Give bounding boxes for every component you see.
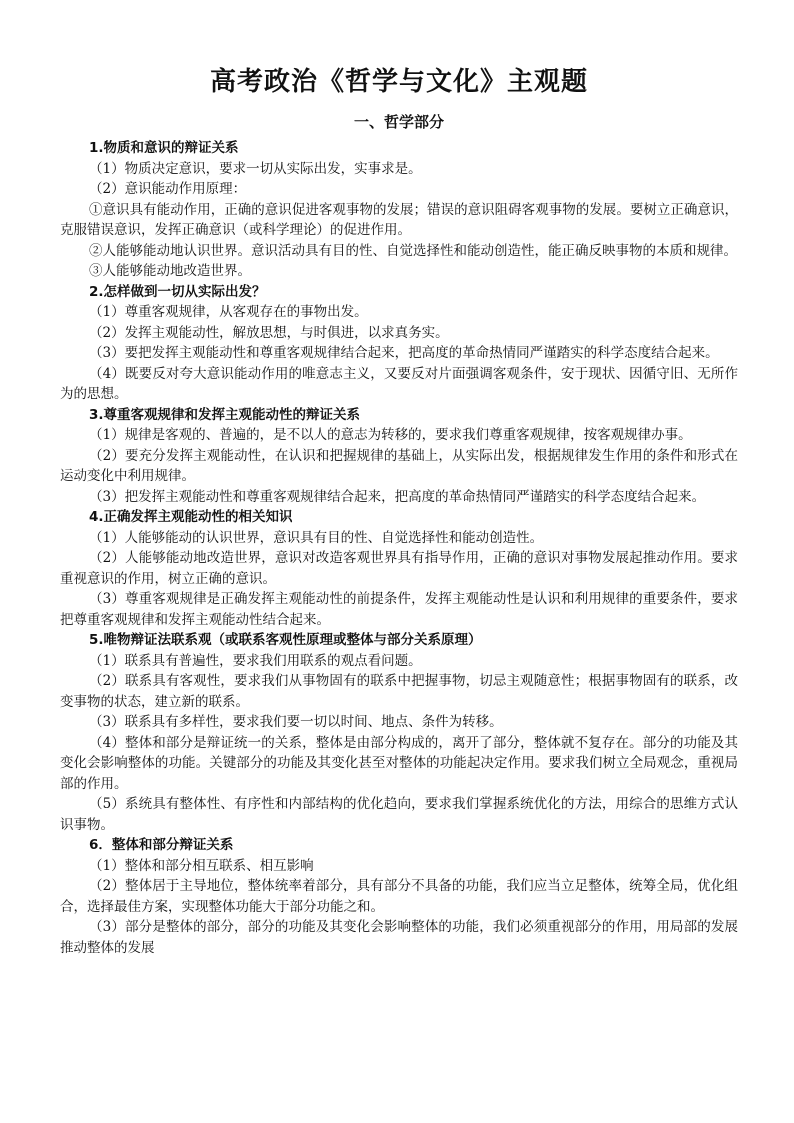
body-paragraph: （3）尊重客观规律是正确发挥主观能动性的前提条件，发挥主观能动性是认识和利用规律的重要条件，要求把尊重客观规律和发挥主观能动性结合起来。 xyxy=(60,591,738,628)
body-paragraph: ③人能够能动地改造世界。 xyxy=(89,263,251,279)
body-paragraph: （1）联系具有普遍性，要求我们用联系的观点看问题。 xyxy=(89,652,422,669)
document-title: 高考政治《哲学与文化》主观题 xyxy=(209,67,588,97)
body-paragraph: ②人能够能动地认识世界。意识活动具有目的性、自觉选择性和能动创造性，能正确反映事物的本质和规律。 xyxy=(89,242,737,259)
body-paragraph: （2）发挥主观能动性，解放思想，与时俱进，以求真务实。 xyxy=(89,324,449,341)
section-heading: 2.怎样做到一切从实际出发？ xyxy=(89,283,266,300)
section-title: 一、哲学部分 xyxy=(353,113,444,131)
body-paragraph: （1）人能够能动的认识世界，意识具有目的性、自觉选择性和能动创造性。 xyxy=(89,529,544,546)
body-paragraph: （2）要充分发挥主观能动性，在认识和把握规律的基础上，从实际出发，根据规律发生作用的条件和形式在运动变化中利用规律。 xyxy=(60,447,738,484)
section-heading: 1.物质和意识的辩证关系 xyxy=(89,140,239,156)
body-paragraph: （2）意识能动作用原理： xyxy=(89,181,247,197)
body-paragraph: ①意识具有能动作用，正确的意识促进客观事物的发展；错误的意识阻碍客观事物的发展。要树立正确意识，克服错误意识，发挥正确意识（或科学理论）的促进作用。 xyxy=(60,201,738,238)
body-paragraph: （2）人能够能动地改造世界，意识对改造客观世界具有指导作用，正确的意识对事物发展起推动作用。要求重视意识的作用，树立正确的意识。 xyxy=(60,550,738,587)
body-paragraph: （4）整体和部分是辩证统一的关系，整体是由部分构成的，离开了部分，整体就不复存在。部分的功能及其变化会影响整体的功能。关键部分的功能及其变化甚至对整体的功能起决定作用。要求我们树立全局观念，重视局部的作用。 xyxy=(60,734,738,792)
body-paragraph: （3）要把发挥主观能动性和尊重客观规律结合起来，把高度的革命热情同严谨踏实的科学态度结合起来。 xyxy=(89,345,719,361)
body-paragraph: （5）系统具有整体性、有序性和内部结构的优化趋向，要求我们掌握系统优化的方法，用综合的思维方式认识事物。 xyxy=(60,796,738,833)
section-heading: 5.唯物辩证法联系观（或联系客观性原理或整体与部分关系原理） xyxy=(89,632,482,648)
body-paragraph: （2）联系具有客观性，要求我们从事物固有的联系中把握事物，切忌主观随意性；根据事物固有的联系，改变事物的状态，建立新的联系。 xyxy=(60,673,738,710)
body-paragraph: （1）尊重客观规律，从客观存在的事物出发。 xyxy=(89,304,368,320)
body-paragraph: （1）规律是客观的、普遍的，是不以人的意志为转移的，要求我们尊重客观规律，按客观规律办事。 xyxy=(89,427,692,443)
section-heading: 4.正确发挥主观能动性的相关知识 xyxy=(89,509,293,525)
body-paragraph: （3）部分是整体的部分，部分的功能及其变化会影响整体的功能，我们必须重视部分的作用，用局部的发展推动整体的发展 xyxy=(60,919,738,956)
body-paragraph: （4）既要反对夸大意识能动作用的唯意志主义，又要反对片面强调客观条件，安于现状、因循守旧、无所作为的思想。 xyxy=(60,365,738,402)
body-paragraph: （1）整体和部分相互联系、相互影响 xyxy=(89,857,314,874)
body-paragraph: （3）联系具有多样性，要求我们要一切以时间、地点、条件为转移。 xyxy=(89,714,503,730)
document-body xyxy=(60,138,738,958)
body-paragraph: （1）物质决定意识，要求一切从实际出发，实事求是。 xyxy=(89,160,422,177)
body-paragraph: （3）把发挥主观能动性和尊重客观规律结合起来，把高度的革命热情同严谨踏实的科学态度结合起来。 xyxy=(89,488,706,505)
body-paragraph: （2）整体居于主导地位，整体统率着部分，具有部分不具备的功能，我们应当立足整体，统筹全局，优化组合，选择最佳方案，实现整体功能大于部分功能之和。 xyxy=(60,878,738,915)
section-heading: 6．整体和部分辩证关系 xyxy=(89,837,234,853)
section-heading: 3.尊重客观规律和发挥主观能动性的辩证关系 xyxy=(89,406,361,423)
